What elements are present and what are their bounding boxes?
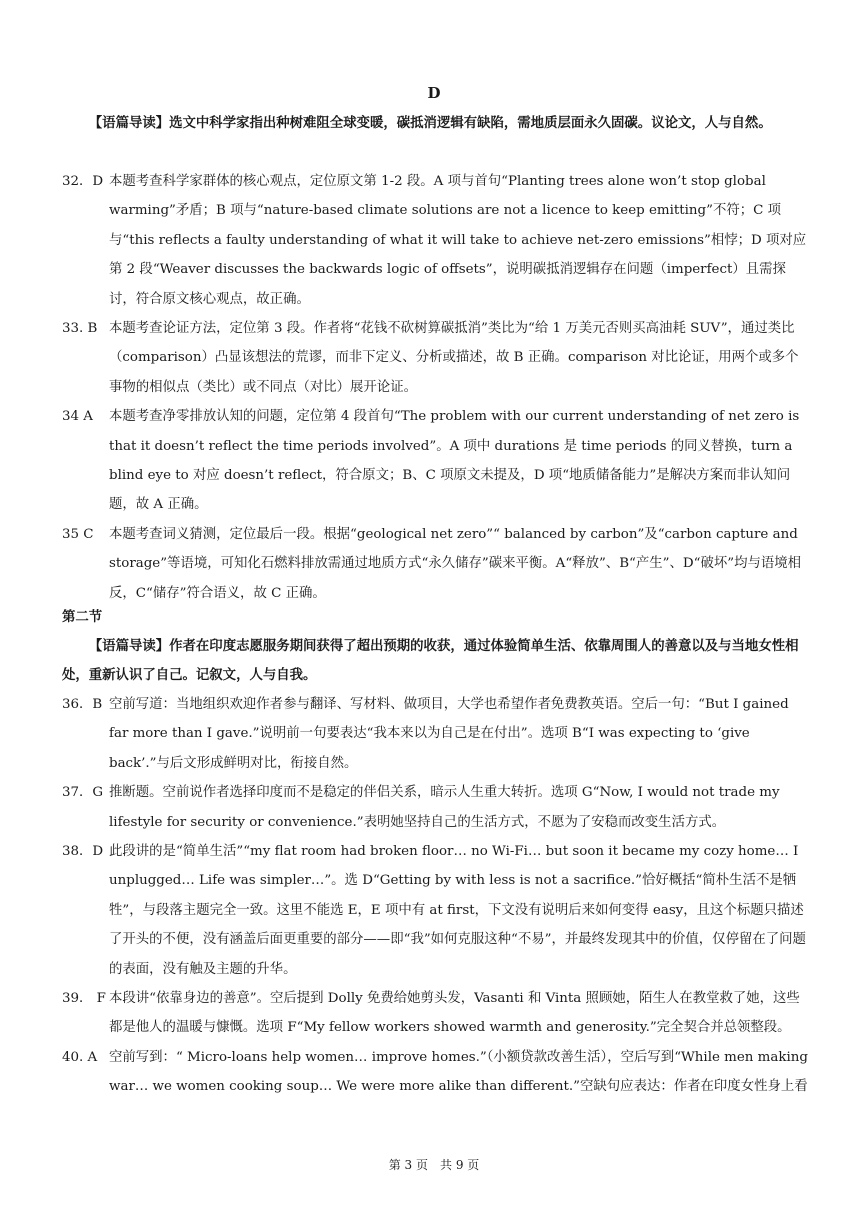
answer-item-35 bbox=[62, 520, 808, 608]
answer-item-34 bbox=[62, 402, 808, 520]
answer-number: 36．B bbox=[62, 697, 103, 712]
answer-explanation: 空前写到：“ Micro-loans help women… improve homes.”（小额贷款改善生活），空后写到“While men making war… we women cooking soup… We were more alike than different.”空缺句应表达：作者在印度女性身上看 bbox=[109, 1049, 808, 1095]
answer-item-39 bbox=[62, 984, 808, 1043]
answer-item-32 bbox=[62, 167, 808, 314]
answer-item-33 bbox=[62, 314, 808, 402]
answer-explanation: 本题考查论证方法，定位第 3 段。作者将“花钱不砍树算碳抵消”类比为“给 1 万美元否则买高油耗 SUV”，通过类比（comparison）凸显该想法的荒谬，而非下定义、分析或描述，故 B 正确。comparison 对比论证，用两个或多个事物的相似点（类比）或不同点（对比）展开论证。 bbox=[109, 321, 799, 395]
answer-number: 34 A bbox=[62, 409, 93, 425]
answer-item-36 bbox=[62, 690, 808, 778]
answer-list-part-two bbox=[62, 690, 808, 1102]
answer-number: 38．D bbox=[62, 844, 104, 860]
answer-explanation: 此段讲的是“简单生活”“my flat room had broken floor… no Wi-Fi… but soon it became my cozy home… I unplugged… Life was simpler…”。选 D“Getting by with less is not a sacrifice.”恰好概括“简朴生活不是牺牲”，与段落主题完全一致。这里不能选 E，E 项中有 at first，下文没有说明后来如何变得 easy，且这个标题只描述了开头的不便，没有涵盖后面更重要的部分——即“我”如何克服这种“不易”，并最终发现其中的价值，仅停留在了问题的表面，没有触及主题的升华。 bbox=[109, 844, 806, 977]
reading-guide-d: 【语篇导读】选文中科学家指出种树难阻全球变暖，碳抵消逻辑有缺陷，需地质层面永久固碳。议论文，人与自然。 bbox=[88, 115, 772, 131]
answer-item-40 bbox=[62, 1043, 808, 1102]
answer-item-38 bbox=[62, 837, 808, 984]
answer-explanation: 本题考查词义猜测，定位最后一段。根据“geological net zero”“ balanced by carbon”及“carbon capture and storage”等语境，可知化石燃料排放需通过地质方式“永久储存”碳来平衡。A“释放”、B“产生”、D“破坏”均与语境相反，C“储存”符合语义，故 C 正确。 bbox=[109, 526, 802, 601]
answer-number: 33. B bbox=[62, 321, 98, 337]
answer-number: 35 C bbox=[62, 526, 94, 542]
answer-explanation: 推断题。空前说作者选择印度而不是稳定的伴侣关系，暗示人生重大转折。选项 G“Now, I would not trade my lifestyle for security or convenience.”表明她坚持自己的生活方式，不愿为了安稳而改变生活方式。 bbox=[109, 785, 780, 830]
answer-explanation: 本题考查净零排放认知的问题，定位第 4 段首句“The problem with our current understanding of net zero is that it doesn’t reflect the time periods involved”。A 项中 durations 是 time periods 的同义替换，turn a blind eye to 对应 doesn’t reflect，符合原文；B、C 项原文未提及，D 项“地质储备能力”是解决方案而非认知问题，故 A 正确。 bbox=[109, 409, 800, 513]
answer-explanation: 空前写道：当地组织欢迎作者参与翻译、写材料、做项目，大学也希望作者免费教英语。空后一句：“But I gained far more than I gave.”说明前一句要表达“我本来以为自己是在付出”。选项 B“I was expecting to ‘give back’.”与后文形成鲜明对比，衔接自然。 bbox=[109, 697, 789, 771]
answer-explanation: 本题考查科学家群体的核心观点，定位原文第 1-2 段。A 项与首句“Planting trees alone won’t stop global warming”矛盾；B 项与“nature-based climate solutions are not a licence to keep emitting”不符；C 项与“this reflects a faulty understanding of what it will take to achieve net-zero emissions”相悖；D 项对应第 2 段“Weaver discusses the backwards logic of offsets”，说明碳抵消逻辑存在问题（imperfect）且需探讨，符合原文核心观点，故正确。 bbox=[109, 174, 807, 307]
answer-explanation: 本段讲“依靠身边的善意”。空后提到 Dolly 免费给她剪头发，Vasanti 和 Vinta 照顾她，陌生人在教堂救了她，这些都是他人的温暖与慷慨。选项 F“My fellow workers showed warmth and generosity.”完全契合并总领整段。 bbox=[109, 991, 800, 1036]
page-total: 共 9 页 bbox=[440, 1158, 480, 1172]
page-number: 第 3 页 bbox=[388, 1158, 428, 1172]
answer-list-d bbox=[62, 167, 808, 608]
answer-number: 40. A bbox=[62, 1049, 98, 1065]
answer-number: 39． F bbox=[62, 991, 106, 1007]
section-letter-heading: D bbox=[427, 84, 441, 102]
part-two-heading: 第二节 bbox=[62, 609, 103, 625]
answer-number: 32．D bbox=[62, 174, 104, 189]
reading-guide-part-two: 【语篇导读】作者在印度志愿服务期间获得了超出预期的收获，通过体验简单生活、依靠周围人的善意以及与当地女性相处，重新认识了自己。记叙文，人与自我。 bbox=[62, 638, 799, 684]
answer-number: 37．G bbox=[62, 785, 104, 801]
page-footer bbox=[0, 1157, 868, 1173]
answer-item-37 bbox=[62, 778, 808, 837]
